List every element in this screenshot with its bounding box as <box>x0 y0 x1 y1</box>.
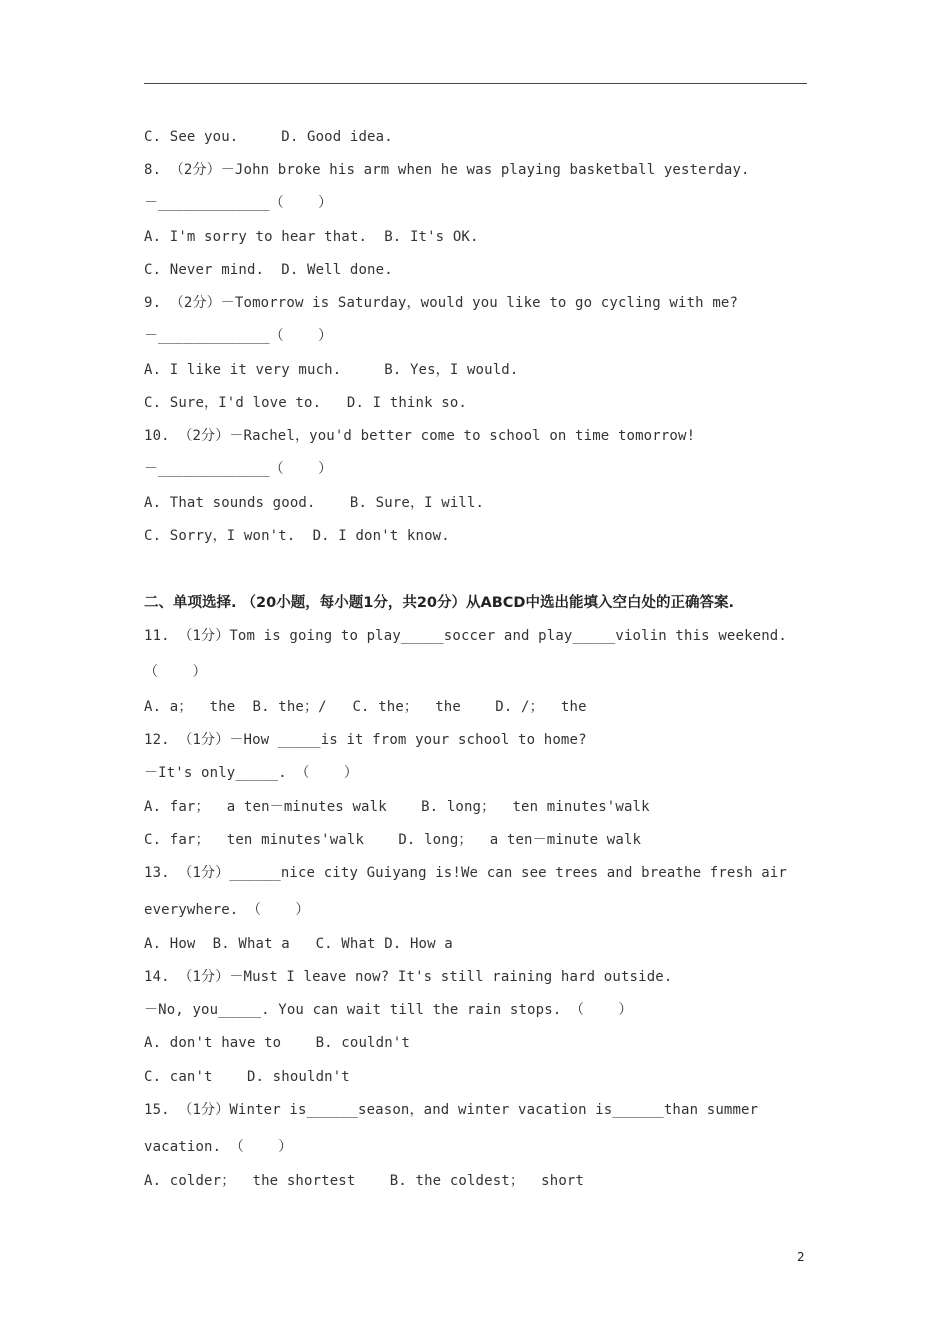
q9-options-cd: C. Sure，I'd love to. D. I think so. <box>144 395 467 411</box>
q9-answer-blank: －_____________（ ） <box>144 328 333 344</box>
q14-options-cd: C. can't D. shouldn't <box>144 1069 350 1085</box>
page-number: 2 <box>797 1250 805 1264</box>
q12-stem: 12. （1分）－How _____is it from your school to home? <box>144 732 587 748</box>
q9-stem: 9. （2分）－Tomorrow is Saturday，would you like to go cycling with me? <box>144 295 739 311</box>
q13-options: A. How B. What a C. What D. How a <box>144 936 453 952</box>
q15-options-ab: A. colder； the shortest B. the coldest； short <box>144 1173 585 1189</box>
q15-stem-cont: vacation. （ ） <box>144 1139 293 1155</box>
q8-options-cd: C. Never mind. D. Well done. <box>144 262 393 278</box>
q15-stem: 15. （1分）Winter is______season，and winter vacation is______than summer <box>144 1102 759 1118</box>
q8-options-ab: A. I'm sorry to hear that. B. It's OK. <box>144 229 479 245</box>
q14-stem: 14. （1分）－Must I leave now? It's still raining hard outside. <box>144 969 673 985</box>
q14-options-ab: A. don't have to B. couldn't <box>144 1035 410 1051</box>
q10-answer-blank: －_____________（ ） <box>144 461 333 477</box>
q12-stem-reply: －It's only_____. （ ） <box>144 765 359 781</box>
q12-options-cd: C. far； ten minutes'walk D. long； a ten－minute walk <box>144 832 642 848</box>
q13-stem-cont: everywhere. （ ） <box>144 902 310 918</box>
q11-stem: 11. （1分）Tom is going to play_____soccer and play_____violin this weekend. <box>144 628 787 644</box>
q10-options-cd: C. Sorry，I won't. D. I don't know. <box>144 528 450 544</box>
q11-options: A. a； the B. the；/ C. the； the D. /； the <box>144 699 587 715</box>
q11-answer-paren: （ ） <box>144 664 207 680</box>
q8-stem: 8. （2分）－John broke his arm when he was playing basketball yesterday. <box>144 162 750 178</box>
q9-options-ab: A. I like it very much. B. Yes，I would. <box>144 362 519 378</box>
q12-options-ab: A. far； a ten－minutes walk B. long； ten minutes'walk <box>144 799 650 815</box>
section-heading: 二、单项选择. （20小题，每小题1分，共20分）从ABCD中选出能填入空白处的正确答案. <box>144 595 734 611</box>
q14-stem-reply: －No, you_____. You can wait till the rain stops. （ ） <box>144 1002 633 1018</box>
q10-stem: 10. （2分）－Rachel，you'd better come to school on time tomorrow! <box>144 428 696 444</box>
q10-options-ab: A. That sounds good. B. Sure，I will. <box>144 495 485 511</box>
q8-answer-blank: －_____________（ ） <box>144 195 333 211</box>
header-rule <box>144 83 807 84</box>
q13-stem: 13. （1分）______nice city Guiyang is!We can see trees and breathe fresh air <box>144 865 787 881</box>
q7-options-cd: C. See you. D. Good idea. <box>144 129 393 145</box>
